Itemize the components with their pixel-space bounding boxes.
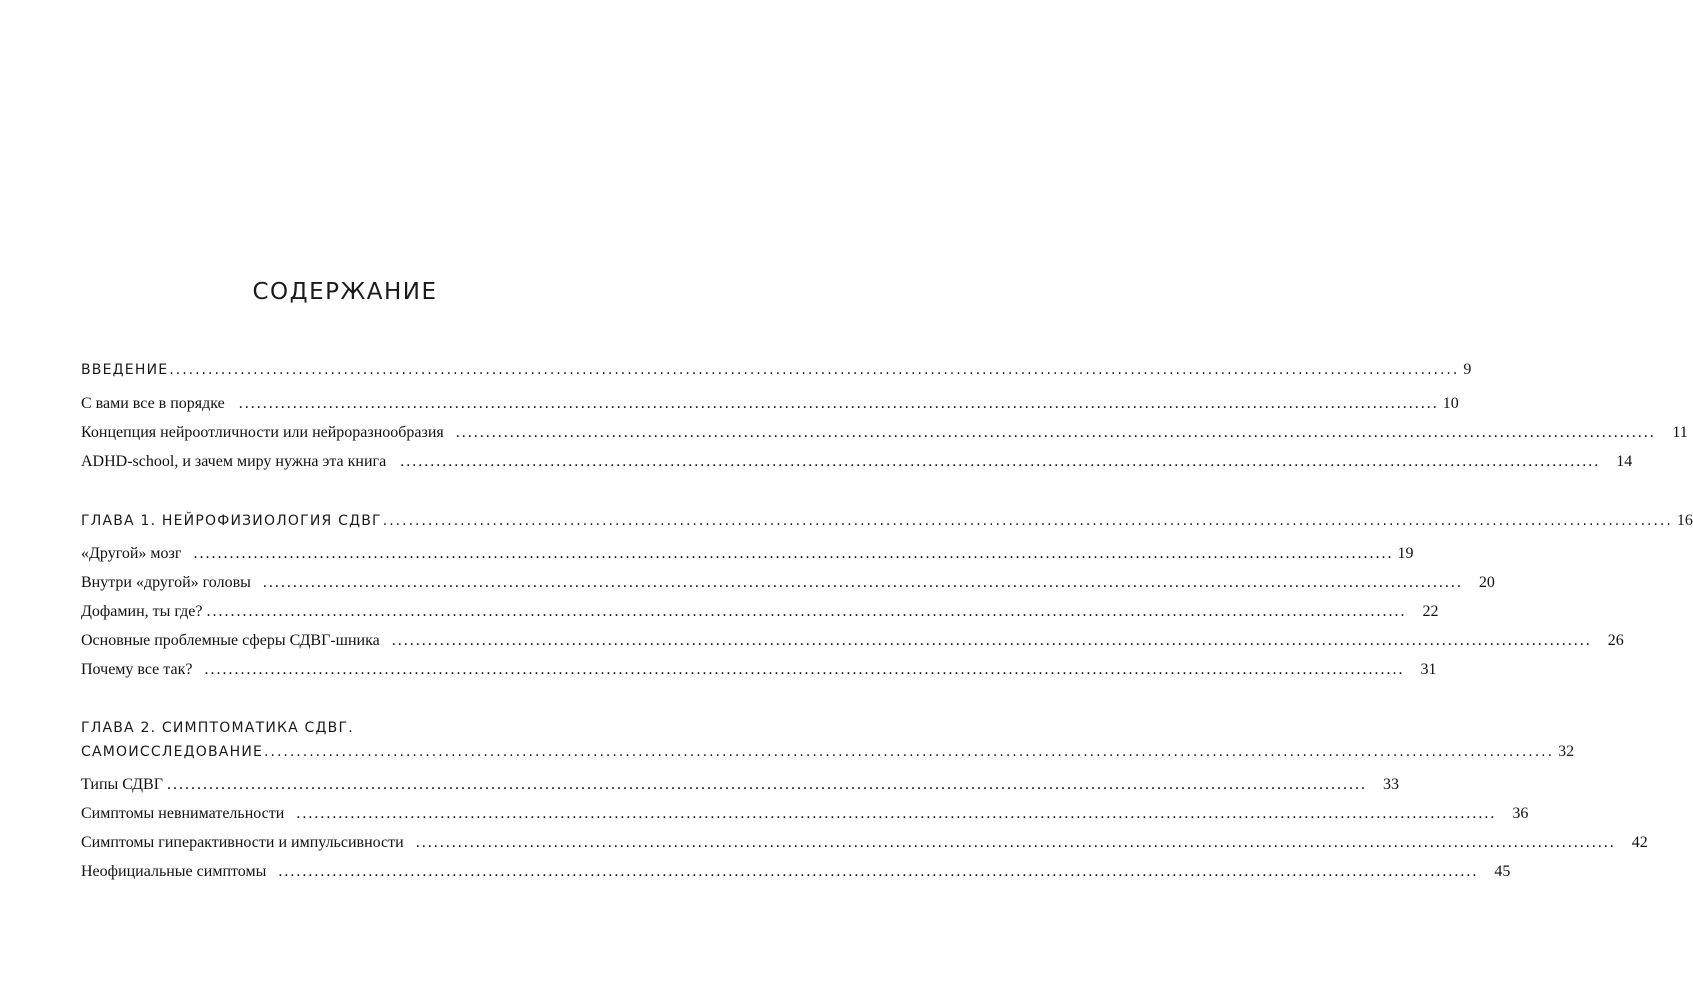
toc-entry-label: Внутри «другой» головы xyxy=(81,574,251,591)
toc-page-number: 19 xyxy=(1397,545,1414,562)
toc-page-number: 9 xyxy=(1463,361,1472,378)
toc-entry[interactable] xyxy=(81,834,1648,852)
toc-page-number: 10 xyxy=(1442,395,1459,412)
dot-leader: ........................................................................................................................................................................................................ xyxy=(193,545,1394,562)
dot-leader: ........................................................................................................................................................................................................ xyxy=(415,834,1616,851)
dot-leader: ........................................................................................................................................................................................................ xyxy=(166,776,1367,793)
dot-leader: ........................................................................................................................................................................................................ xyxy=(278,863,1479,880)
toc-page-number: 31 xyxy=(1420,661,1437,678)
toc-entry-label: С вами все в порядке xyxy=(81,395,225,412)
toc-heading-introduction[interactable] xyxy=(81,361,1472,379)
toc-page-number: 42 xyxy=(1631,834,1648,851)
toc-page-number: 32 xyxy=(1558,743,1575,760)
toc-entry[interactable] xyxy=(81,805,1529,823)
toc-entry[interactable] xyxy=(81,661,1437,679)
toc-entry-label: Симптомы гиперактивности и импульсивности xyxy=(81,834,404,851)
dot-leader: ........................................................................................................................................................................................................ xyxy=(264,744,1555,760)
dot-leader: ........................................................................................................................................................................................................ xyxy=(169,362,1460,378)
toc-heading-chapter-1[interactable] xyxy=(81,512,1693,530)
toc-entry-label: Симптомы невнимательности xyxy=(81,805,285,822)
dot-leader: ........................................................................................................................................................................................................ xyxy=(455,424,1656,441)
dot-leader: ........................................................................................................................................................................................................ xyxy=(296,805,1497,822)
toc-entry-label: Типы СДВГ xyxy=(81,776,163,793)
toc-page-number: 33 xyxy=(1382,776,1399,793)
dot-leader: ........................................................................................................................................................................................................ xyxy=(382,513,1673,529)
toc-heading-chapter-2[interactable] xyxy=(81,743,1575,761)
toc-heading-label: САМОИССЛЕДОВАНИЕ xyxy=(81,744,264,760)
dot-leader: ........................................................................................................................................................................................................ xyxy=(238,395,1439,412)
toc-entry-label: Основные проблемные сферы СДВГ-шника xyxy=(81,632,380,649)
toc-entry[interactable] xyxy=(81,632,1624,650)
toc-heading-chapter-2-line-1[interactable]: ГЛАВА 2. СИМПТОМАТИКА СДВГ. xyxy=(81,720,354,736)
toc-entry[interactable] xyxy=(81,424,1688,442)
toc-entry-label: ADHD-school, и зачем миру нужна эта книга xyxy=(81,453,387,470)
toc-page-number: 16 xyxy=(1676,512,1693,529)
toc-entry[interactable] xyxy=(81,453,1633,471)
toc-page-number: 14 xyxy=(1616,453,1633,470)
toc-page-number: 11 xyxy=(1672,424,1688,441)
toc-entry[interactable] xyxy=(81,776,1399,794)
toc-page-number: 26 xyxy=(1607,632,1624,649)
toc-page-number: 36 xyxy=(1512,805,1529,822)
toc-entry[interactable] xyxy=(81,395,1459,413)
toc-page-number: 45 xyxy=(1494,863,1511,880)
dot-leader: ........................................................................................................................................................................................................ xyxy=(262,574,1463,591)
dot-leader: ........................................................................................................................................................................................................ xyxy=(391,632,1592,649)
dot-leader: ........................................................................................................................................................................................................ xyxy=(206,603,1407,620)
dot-leader: ........................................................................................................................................................................................................ xyxy=(400,453,1601,470)
toc-page-number: 20 xyxy=(1478,574,1495,591)
toc-entry[interactable] xyxy=(81,863,1511,881)
toc-entry-label: Концепция нейроотличности или нейроразнообразия xyxy=(81,424,444,441)
toc-heading-label: ВВЕДЕНИЕ xyxy=(81,362,169,378)
toc-entry-label: Почему все так? xyxy=(81,661,193,678)
toc-entry[interactable] xyxy=(81,545,1414,563)
dot-leader: ........................................................................................................................................................................................................ xyxy=(204,661,1405,678)
toc-page-number: 22 xyxy=(1422,603,1439,620)
toc-title: СОДЕРЖАНИЕ xyxy=(252,279,438,305)
toc-entry[interactable] xyxy=(81,574,1495,592)
toc-entry-label: Неофициальные симптомы xyxy=(81,863,267,880)
toc-entry-label: Дофамин, ты где? xyxy=(81,603,203,620)
toc-entry-label: «Другой» мозг xyxy=(81,545,182,562)
toc-heading-label: ГЛАВА 1. НЕЙРОФИЗИОЛОГИЯ СДВГ xyxy=(81,513,382,529)
toc-entry[interactable] xyxy=(81,603,1439,621)
